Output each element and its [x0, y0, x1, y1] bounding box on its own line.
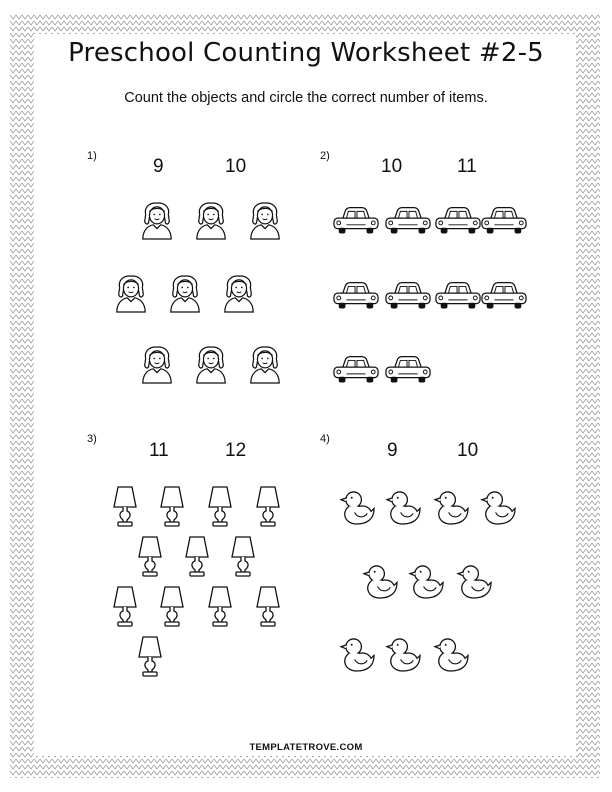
- duck-icon: [387, 489, 421, 525]
- worksheet-title: Preschool Counting Worksheet #2-5: [68, 38, 544, 68]
- lamp-icon: [160, 587, 184, 627]
- lamp-icon: [160, 487, 184, 527]
- lamp-icon: [113, 587, 137, 627]
- problem-1-choice-a[interactable]: 9: [153, 156, 164, 177]
- problem-2-choice-b[interactable]: 11: [457, 156, 477, 177]
- duck-icon: [482, 489, 516, 525]
- car-icon: [333, 282, 379, 310]
- problem-4-choice-b[interactable]: 10: [457, 440, 479, 461]
- duck-icon: [458, 563, 492, 599]
- girl-icon: [168, 276, 202, 314]
- border-inner-frame: [34, 34, 576, 756]
- car-icon: [435, 282, 481, 310]
- lamp-icon: [113, 487, 137, 527]
- girl-icon: [248, 347, 282, 385]
- lamp-icon: [208, 587, 232, 627]
- duck-icon: [341, 489, 375, 525]
- problem-3-choice-b[interactable]: 12: [225, 440, 247, 461]
- car-icon: [385, 356, 431, 384]
- car-icon: [385, 282, 431, 310]
- lamp-icon: [208, 487, 232, 527]
- girl-icon: [140, 347, 174, 385]
- problem-1-number: 1): [87, 150, 97, 162]
- girl-icon: [222, 276, 256, 314]
- car-icon: [435, 207, 481, 235]
- problem-3-number: 3): [87, 433, 97, 445]
- girl-icon: [114, 276, 148, 314]
- girl-icon: [194, 347, 228, 385]
- duck-icon: [435, 636, 469, 672]
- problem-2-number: 2): [320, 150, 330, 162]
- duck-icon: [364, 563, 398, 599]
- car-icon: [481, 207, 527, 235]
- lamp-icon: [185, 537, 209, 577]
- car-icon: [333, 207, 379, 235]
- duck-icon: [435, 489, 469, 525]
- footer-brand: TEMPLATETROVE.COM: [249, 742, 363, 753]
- problem-2-choice-a[interactable]: 10: [381, 156, 403, 177]
- car-icon: [385, 207, 431, 235]
- problem-4-choice-a[interactable]: 9: [387, 440, 398, 461]
- car-icon: [481, 282, 527, 310]
- lamp-icon: [256, 487, 280, 527]
- problem-3-choice-a[interactable]: 11: [149, 440, 169, 461]
- problem-1-choice-b[interactable]: 10: [225, 156, 247, 177]
- lamp-icon: [231, 537, 255, 577]
- lamp-icon: [256, 587, 280, 627]
- duck-icon: [387, 636, 421, 672]
- problem-4-number: 4): [320, 433, 330, 445]
- girl-icon: [140, 203, 174, 241]
- car-icon: [333, 356, 379, 384]
- lamp-icon: [138, 637, 162, 677]
- worksheet-instructions: Count the objects and circle the correct number of items.: [124, 90, 488, 106]
- duck-icon: [410, 563, 444, 599]
- duck-icon: [341, 636, 375, 672]
- girl-icon: [248, 203, 282, 241]
- girl-icon: [194, 203, 228, 241]
- lamp-icon: [138, 537, 162, 577]
